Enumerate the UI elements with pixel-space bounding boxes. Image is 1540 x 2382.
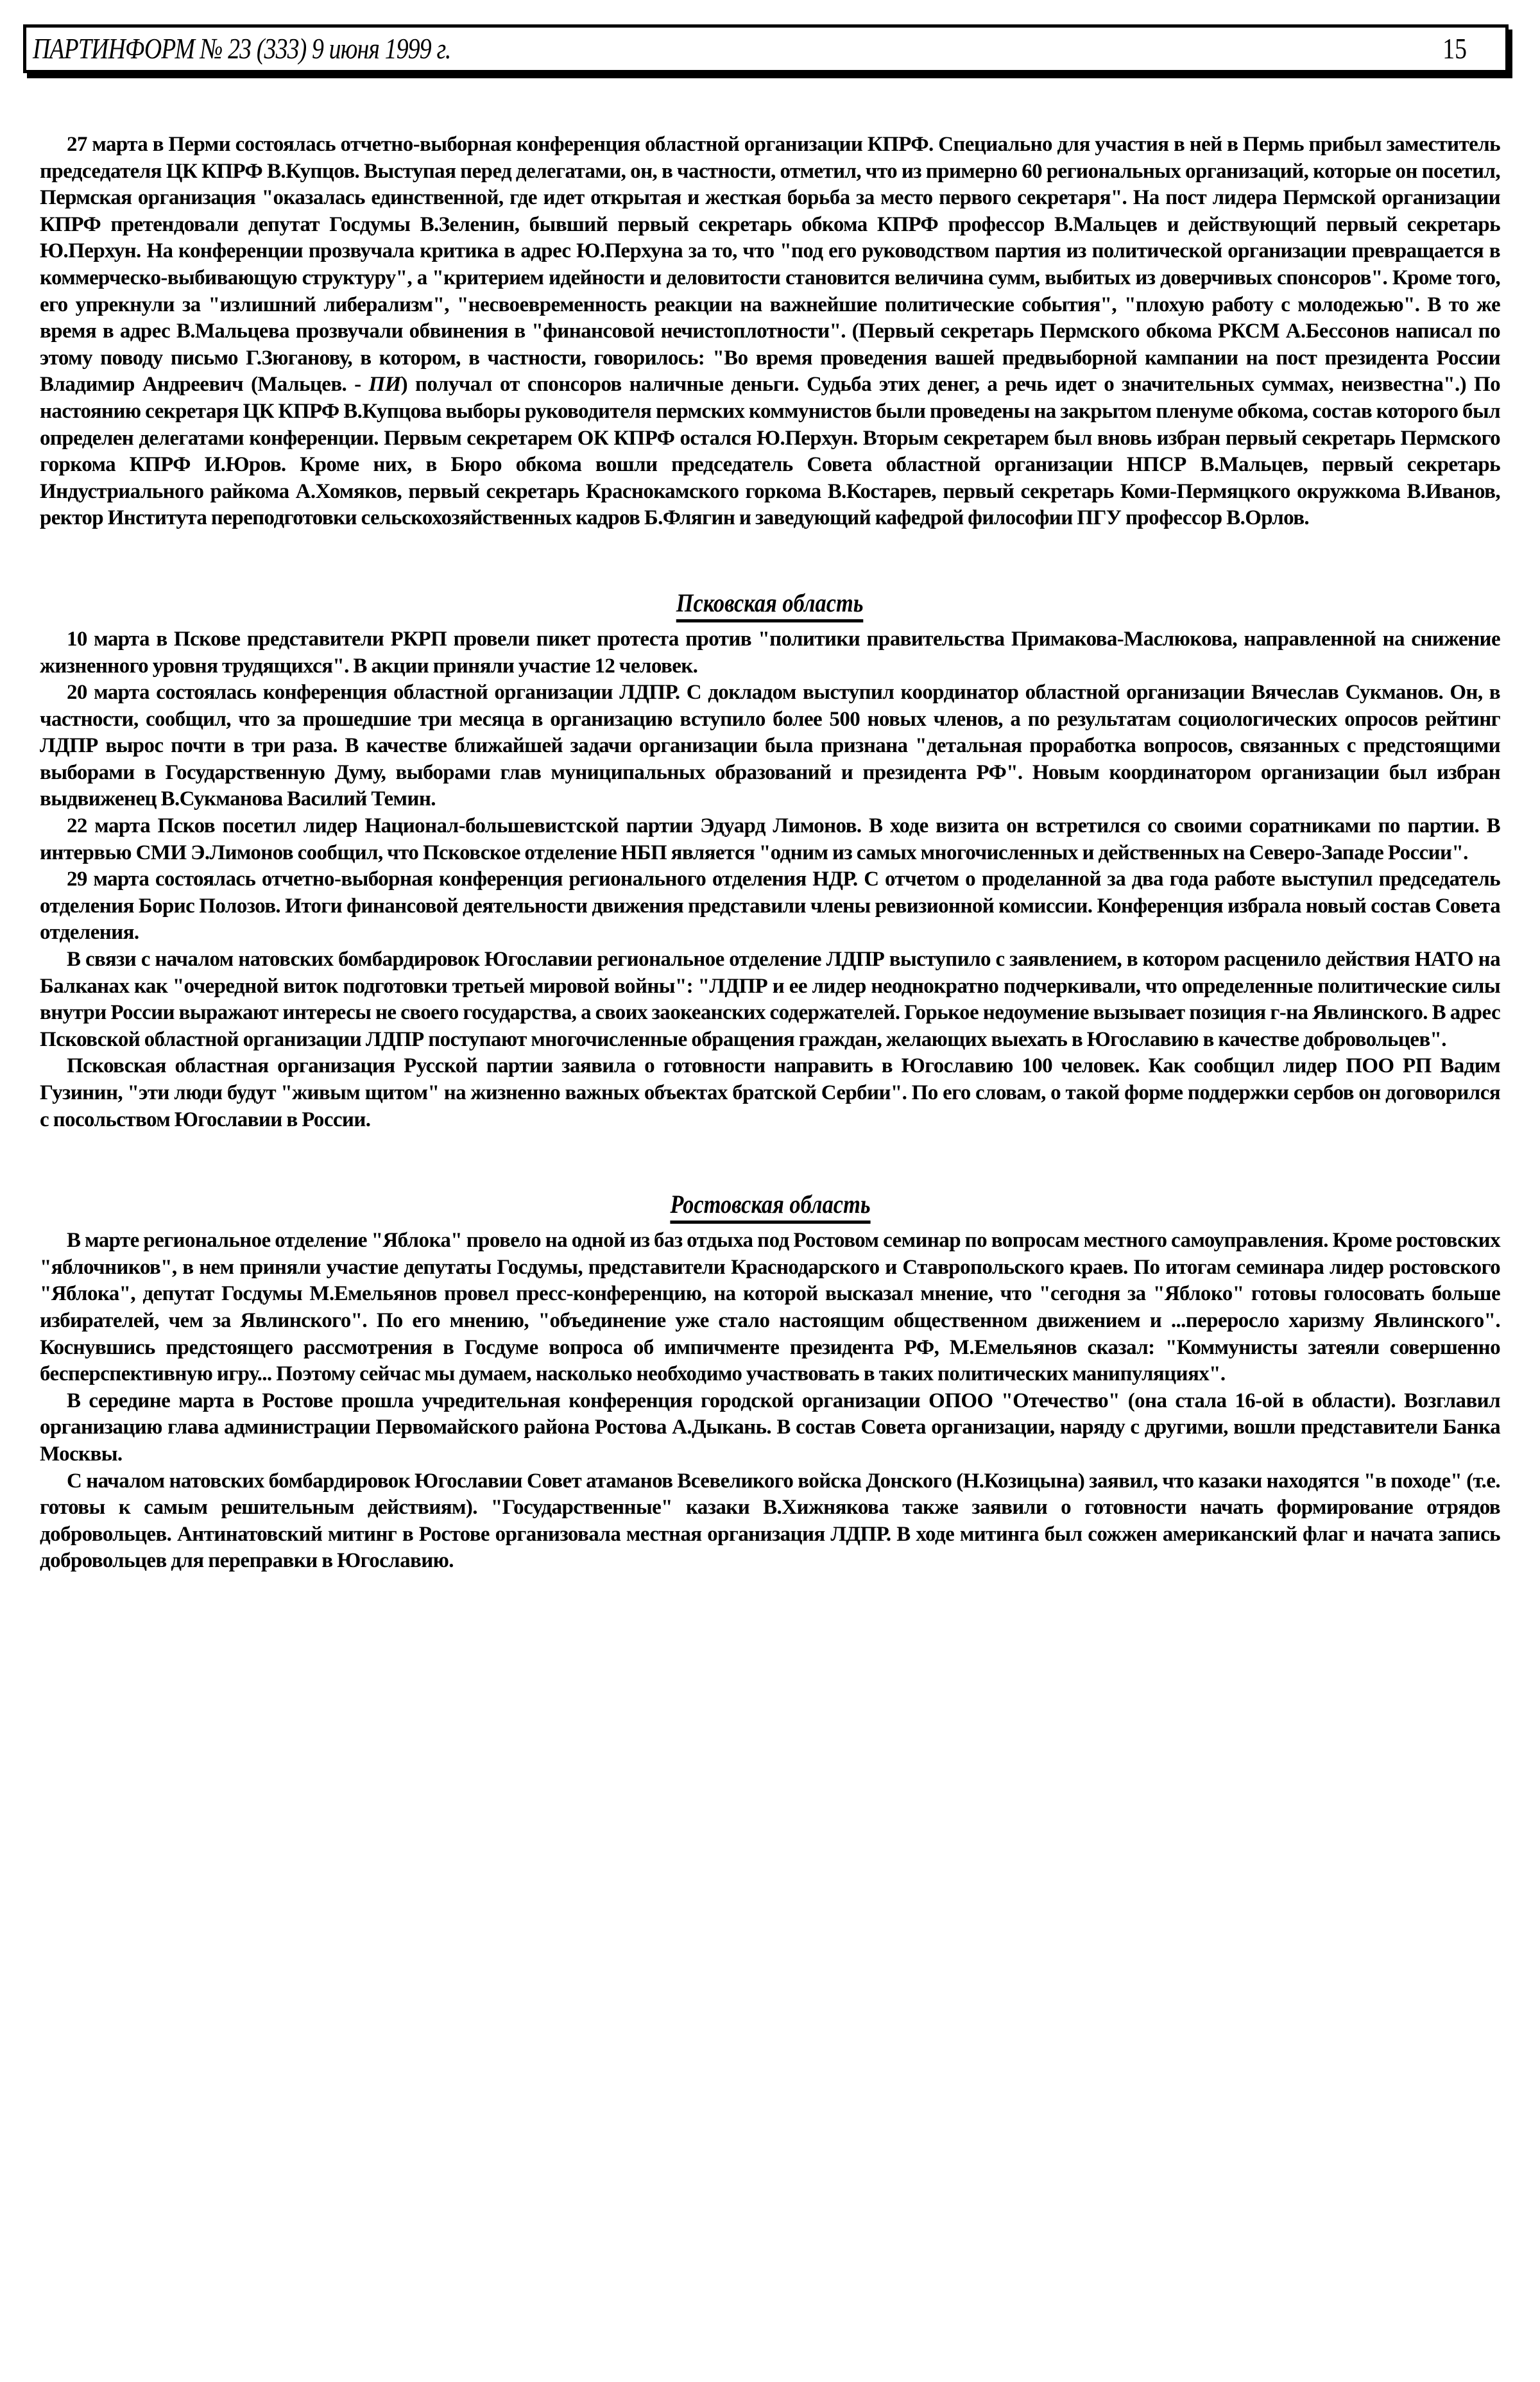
paragraph: В середине марта в Ростове прошла учредительная конференция городской организации ОПОО "Отечество" (она стала 16-ой в области). Возглавил организацию глава администрации Первомайского района Ростова А.Дыкань. В состав Совета организации, наряду с другими, вошли представители Банка Москвы.	[40, 1389, 1500, 1466]
paragraph-text: 27 марта в Перми состоялась отчетно-выборная конференция областной организации КПРФ. Специально для участия в ней в Пермь прибыл заместитель председателя ЦК КПРФ В.Купцов. Выступая перед делегатами, он, в частности, отметил, что из примерно 60 региональных организаций, которые он посетил, Пермская организация "оказалась единственной, где идет открытая и жесткая борьба за место первого секретаря". На пост лидера Пермской организации КПРФ претендовали депутат Госдумы В.Зеленин, бывший первый секретарь обкома КПРФ профессор В.Мальцев и действующий первый секретарь Ю.Перхун. На конференции прозвучала критика в адрес Ю.Перхуна за то, что "под его руководством партия из политической организации превращается в коммерческо-выбивающую структуру", а "критерием идейности и деловитости становится величина сумм, выбитых из доверчивых спонсоров". Кроме того, его упрекнули за "излишний либерализм", "несвоевременность реакции на важнейшие политические события", "плохую работу с молодежью". В то же время в адрес В.Мальцева прозвучали обвинения в "финансовой нечистоплотности". (Первый секретарь Пермского обкома РКСМ А.Бессонов написал по этому поводу письмо Г.Зюганову, в котором, в частности, говорилось: "Во время проведения вашей предвыборной кампании на пост президента России Владимир Андреевич (Мальцев. -	[40, 133, 1500, 397]
article-body	[40, 132, 1500, 1575]
paragraph	[40, 132, 1500, 532]
paragraph: 22 марта Псков посетил лидер Национал-большевистской партии Эдуард Лимонов. В ходе визита он встретился со своими соратниками по партии. В интервью СМИ Э.Лимонов сообщил, что Псковское отделение НБП является "одним из самых многочисленных и действенных на Северо-Западе России".	[40, 814, 1500, 864]
section-perm	[40, 132, 1500, 532]
paragraph: 10 марта в Пскове представители РКРП провели пикет протеста против "политики правительства Примакова-Маслюкова, направленной на снижение жизненного уровня трудящихся". В акции приняли участие 12 человек.	[40, 627, 1500, 678]
page-number: 15	[1442, 32, 1467, 65]
paragraph-text: ) получал от спонсоров наличные деньги. Судьба этих денег, а речь идет о значительных суммах, неизвестна".) По настоянию секретаря ЦК КПРФ В.Купцова выборы руководителя пермских коммунистов были проведены на закрытом пленуме обкома, состав которого был определен делегатами конференции. Первым секретарем ОК КПРФ остался Ю.Перхун. Вторым секретарем был вновь избран первый секретарь Пермского горкома КПРФ И.Юров. Кроме них, в Бюро обкома вошли председатель Совета областной организации НПСР В.Мальцев, первый секретарь Индустриального райкома А.Хомяков, первый секретарь Краснокамского горкома В.Костарев, первый секретарь Коми-Пермяцкого окружкома В.Иванов, ректор Института переподготовки сельскохозяйственных кадров Б.Флягин и заведующий кафедрой философии ПГУ профессор В.Орлов.	[40, 373, 1500, 530]
paragraph: В связи с началом натовских бомбардировок Югославии региональное отделение ЛДПР выступило с заявлением, в котором расценило действия НАТО на Балканах как "очередной виток подготовки третьей мировой войны": "ЛДПР и ее лидер неоднократно подчеркивали, что определенные политические силы внутри России выражают интересы не своего государства, а своих заокеанских содержателей. Горькое недоумение вызывает позиция г-на Явлинского. В адрес Псковской областной организации ЛДПР поступают многочисленные обращения граждан, желающих выехать в Югославию в качестве добровольцев".	[40, 948, 1500, 1051]
section-rostov	[40, 1190, 1500, 1575]
paragraph: В марте региональное отделение "Яблока" провело на одной из баз отдыха под Ростовом семинар по вопросам местного самоуправления. Кроме ростовских "яблочников", в нем приняли участие депутаты Госдумы, представители Краснодарского и Ставропольского краев. По итогам семинара лидер ростовского "Яблока", депутат Госдумы М.Емельянов провел пресс-конференцию, на которой высказал мнение, что "сегодня за "Яблоко" готовы голосовать больше избирателей, чем за Явлинского". По его мнению, "объединение уже стало настоящим общественном движением и ...переросло харизму Явлинского". Коснувшись предстоящего рассмотрения в Госдуме вопроса об импичменте президента РФ, М.Емельянов сказал: "Коммунисты затеяли совершенно бесперспективную игру... Поэтому сейчас мы думаем, насколько необходимо участвовать в таких политических манипуляциях".	[40, 1229, 1500, 1386]
heading-text: Псковская область	[676, 588, 864, 622]
section-heading-pskov	[40, 588, 1500, 622]
page-header	[23, 24, 1509, 73]
publication-title: ПАРТИНФОРМ № 23 (333) 9 июня 1999 г.	[33, 32, 451, 65]
heading-text: Ростовская область	[670, 1190, 870, 1224]
paragraph: 29 марта состоялась отчетно-выборная конференция регионального отделения НДР. С отчетом о проделанной за два года работе выступил председатель отделения Борис Полозов. Итоги финансовой деятельности движения представили члены ревизионной комиссии. Конференция избрала новый состав Совета отделения.	[40, 868, 1500, 945]
section-heading-rostov	[40, 1190, 1500, 1224]
paragraph: 20 марта состоялась конференция областной организации ЛДПР. С докладом выступил координатор областной организации Вячеслав Сукманов. Он, в частности, сообщил, что за прошедшие три месяца в организацию вступило более 500 новых членов, а по результатам социологических опросов рейтинг ЛДПР вырос почти в три раза. В качестве ближайшей задачи организации была признана "детальная проработка вопросов, связанных с предстоящими выборами в Государственную Думу, выборами глав муниципальных образований и президента РФ". Новым координатором организации был избран выдвиженец В.Сукманова Василий Темин.	[40, 681, 1500, 811]
section-pskov	[40, 588, 1500, 1133]
italic-abbreviation: ПИ	[368, 373, 401, 397]
paragraph: С началом натовских бомбардировок Югославии Совет атаманов Всевеликого войска Донского (Н.Козицына) заявил, что казаки находятся "в походе" (т.е. готовы к самым решительным действиям). "Государственные" казаки В.Хижнякова также заявили о готовности начать формирование отрядов добровольцев. Антинатовский митинг в Ростове организовала местная организация ЛДПР. В ходе митинга был сожжен американский флаг и начата запись добровольцев для переправки в Югославию.	[40, 1469, 1500, 1573]
paragraph: Псковская областная организация Русской партии заявила о готовности направить в Югославию 100 человек. Как сообщил лидер ПОО РП Вадим Гузинин, "эти люди будут "живым щитом" на жизненно важных объектах братской Сербии". По его словам, о такой форме поддержки сербов он договорился с посольством Югославии в России.	[40, 1054, 1500, 1131]
